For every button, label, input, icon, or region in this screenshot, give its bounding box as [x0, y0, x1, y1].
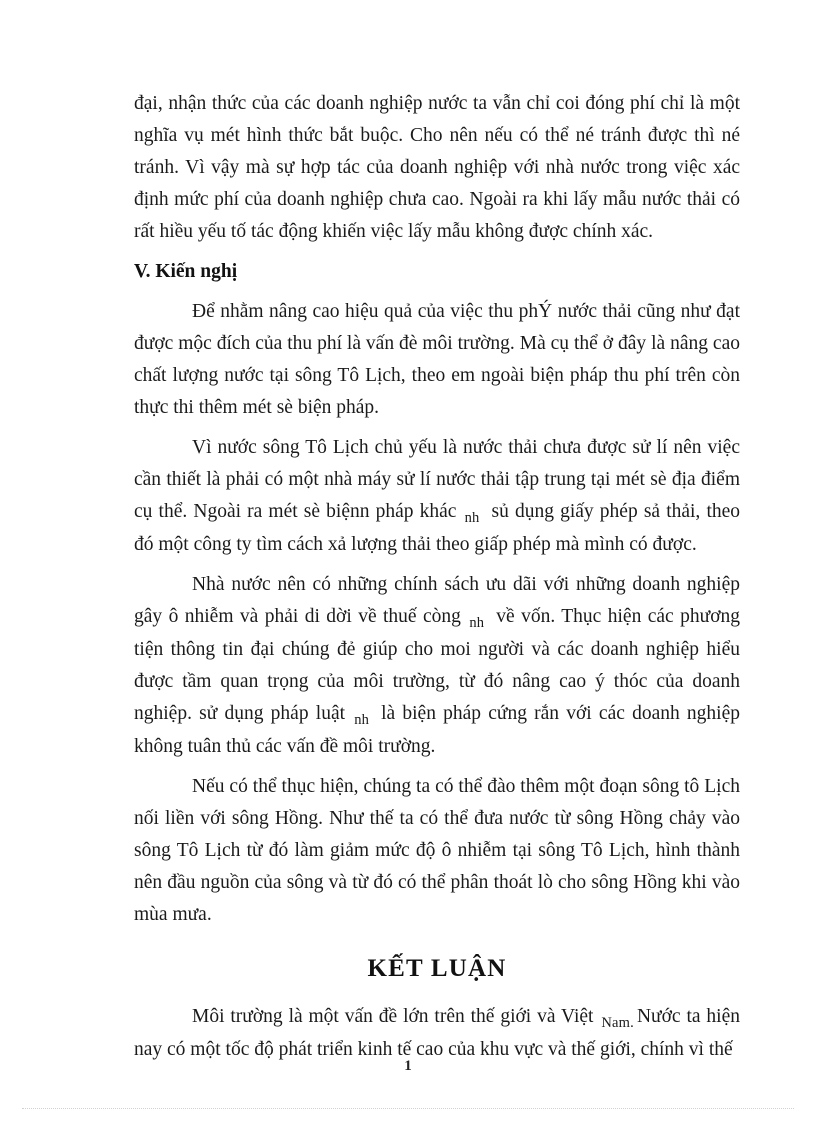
section-heading-text: V. Kiến nghị — [134, 261, 238, 282]
paragraph-conclusion — [134, 1001, 740, 1066]
ocr-artifact-fragment: Nam. — [601, 1015, 634, 1031]
paragraph-text: đại, nhận thức của các doanh nghiệp nước ta vẫn chỉ coi đóng phí chỉ là một nghĩa vụ mét hình thức bắt buộc. Cho nên nếu có thể né tránh được thì né tránh. Vì vậy mà sự hợp tác của doanh nghiệp với nhà nước trong việc xác định mức phí của doanh nghiệp chưa cao. Ngoài ra khi lấy mẫu nước thải có rất hiều yếu tố tác động khiến việc lấy mẫu không được chính xác. — [134, 93, 740, 242]
scan-artifact-dotted-line — [22, 1108, 794, 1110]
conclusion-heading-text: KẾT LUẬN — [367, 955, 507, 982]
document-body-column — [134, 88, 740, 1066]
spacer — [134, 763, 740, 771]
paragraph-text-part-b: sủ dụng giấy phép sả thải, theo đó một công ty tìm cách xả lượng thải theo giấp phép mà mình có được. — [134, 501, 741, 555]
spacer — [134, 931, 740, 953]
paragraph-text-part-a: Nhà nước nên có những chính sách ưu dãi với những doanh nghiệp gây ô nhiễm và phải di dời về thuế còng — [134, 574, 740, 627]
paragraph-continuation — [134, 88, 740, 248]
ocr-artifact-fragment: nh — [354, 712, 370, 728]
paragraph-song-to-lich — [134, 432, 740, 561]
paragraph-text-part-b: Nước ta hiện nay có một tốc độ phát triển kinh tế cao của khu vực và thế giới, chính vì thế — [134, 1006, 740, 1060]
paragraph-text-part-a: Môi trường là một vấn đề lớn trên thế giới và Việt — [192, 1006, 594, 1027]
section-heading-kien-nghi — [134, 256, 740, 288]
paragraph-text: Để nhằm nâng cao hiệu quả của việc thu phÝ nước thải cũng như đạt được mộc đích của thu phí là vấn đè môi trường. Mà cụ thể ở đây là nâng cao chất lượng nước tại sông Tô Lịch, theo em ngoài biện pháp thu phí trên còn thực thi thêm mét sè biện pháp. — [134, 301, 740, 418]
spacer — [134, 424, 740, 432]
spacer — [134, 248, 740, 256]
paragraph-text-part-c: là biện pháp cứng rắn với các doanh nghiệp không tuân thủ các vấn đề môi trường. — [134, 703, 740, 757]
paragraph-chinh-sach — [134, 569, 740, 763]
paragraph-text-part-a: Vì nước sông Tô Lịch chủ yếu là nước thải chưa được sử lí nên việc cần thiết là phải có một nhà máy sử lí nước thải tập trung tại mét sè địa điểm cụ thể. Ngoài ra mét sè biệnn pháp khác — [134, 437, 740, 522]
ocr-artifact-fragment: nh — [469, 615, 485, 631]
conclusion-heading — [134, 953, 740, 985]
paragraph-song-hong — [134, 771, 740, 931]
spacer — [134, 561, 740, 569]
spacer — [134, 985, 740, 1001]
spacer — [134, 288, 740, 296]
paragraph-kien-nghi-intro — [134, 296, 740, 424]
ocr-artifact-fragment: nh — [464, 510, 480, 526]
page-number: 1 — [404, 1058, 412, 1074]
paragraph-text: Nếu có thể thục hiện, chúng ta có thể đào thêm một đoạn sông tô Lịch nối liền với sông Hồng. Như thế ta có thể đưa nước từ sông Hồng chảy vào sông Tô Lịch từ đó làm giảm mức độ ô nhiễm tại sông Tô Lịch, hình thành nên đầu nguồn của sông và từ đó có thể phân thoát lò cho sông Hồng khi vào mùa mưa. — [134, 776, 740, 925]
paragraph-text-part-b: về vốn. Thục hiện các phương tiện thông tin đại chúng đẻ giúp cho moi người và các doanh nghiệp hiểu được tầm quan trọng của môi trường, từ đó nâng cao ý thóc của doanh nghiệp. sử dụng pháp luật — [134, 606, 741, 724]
